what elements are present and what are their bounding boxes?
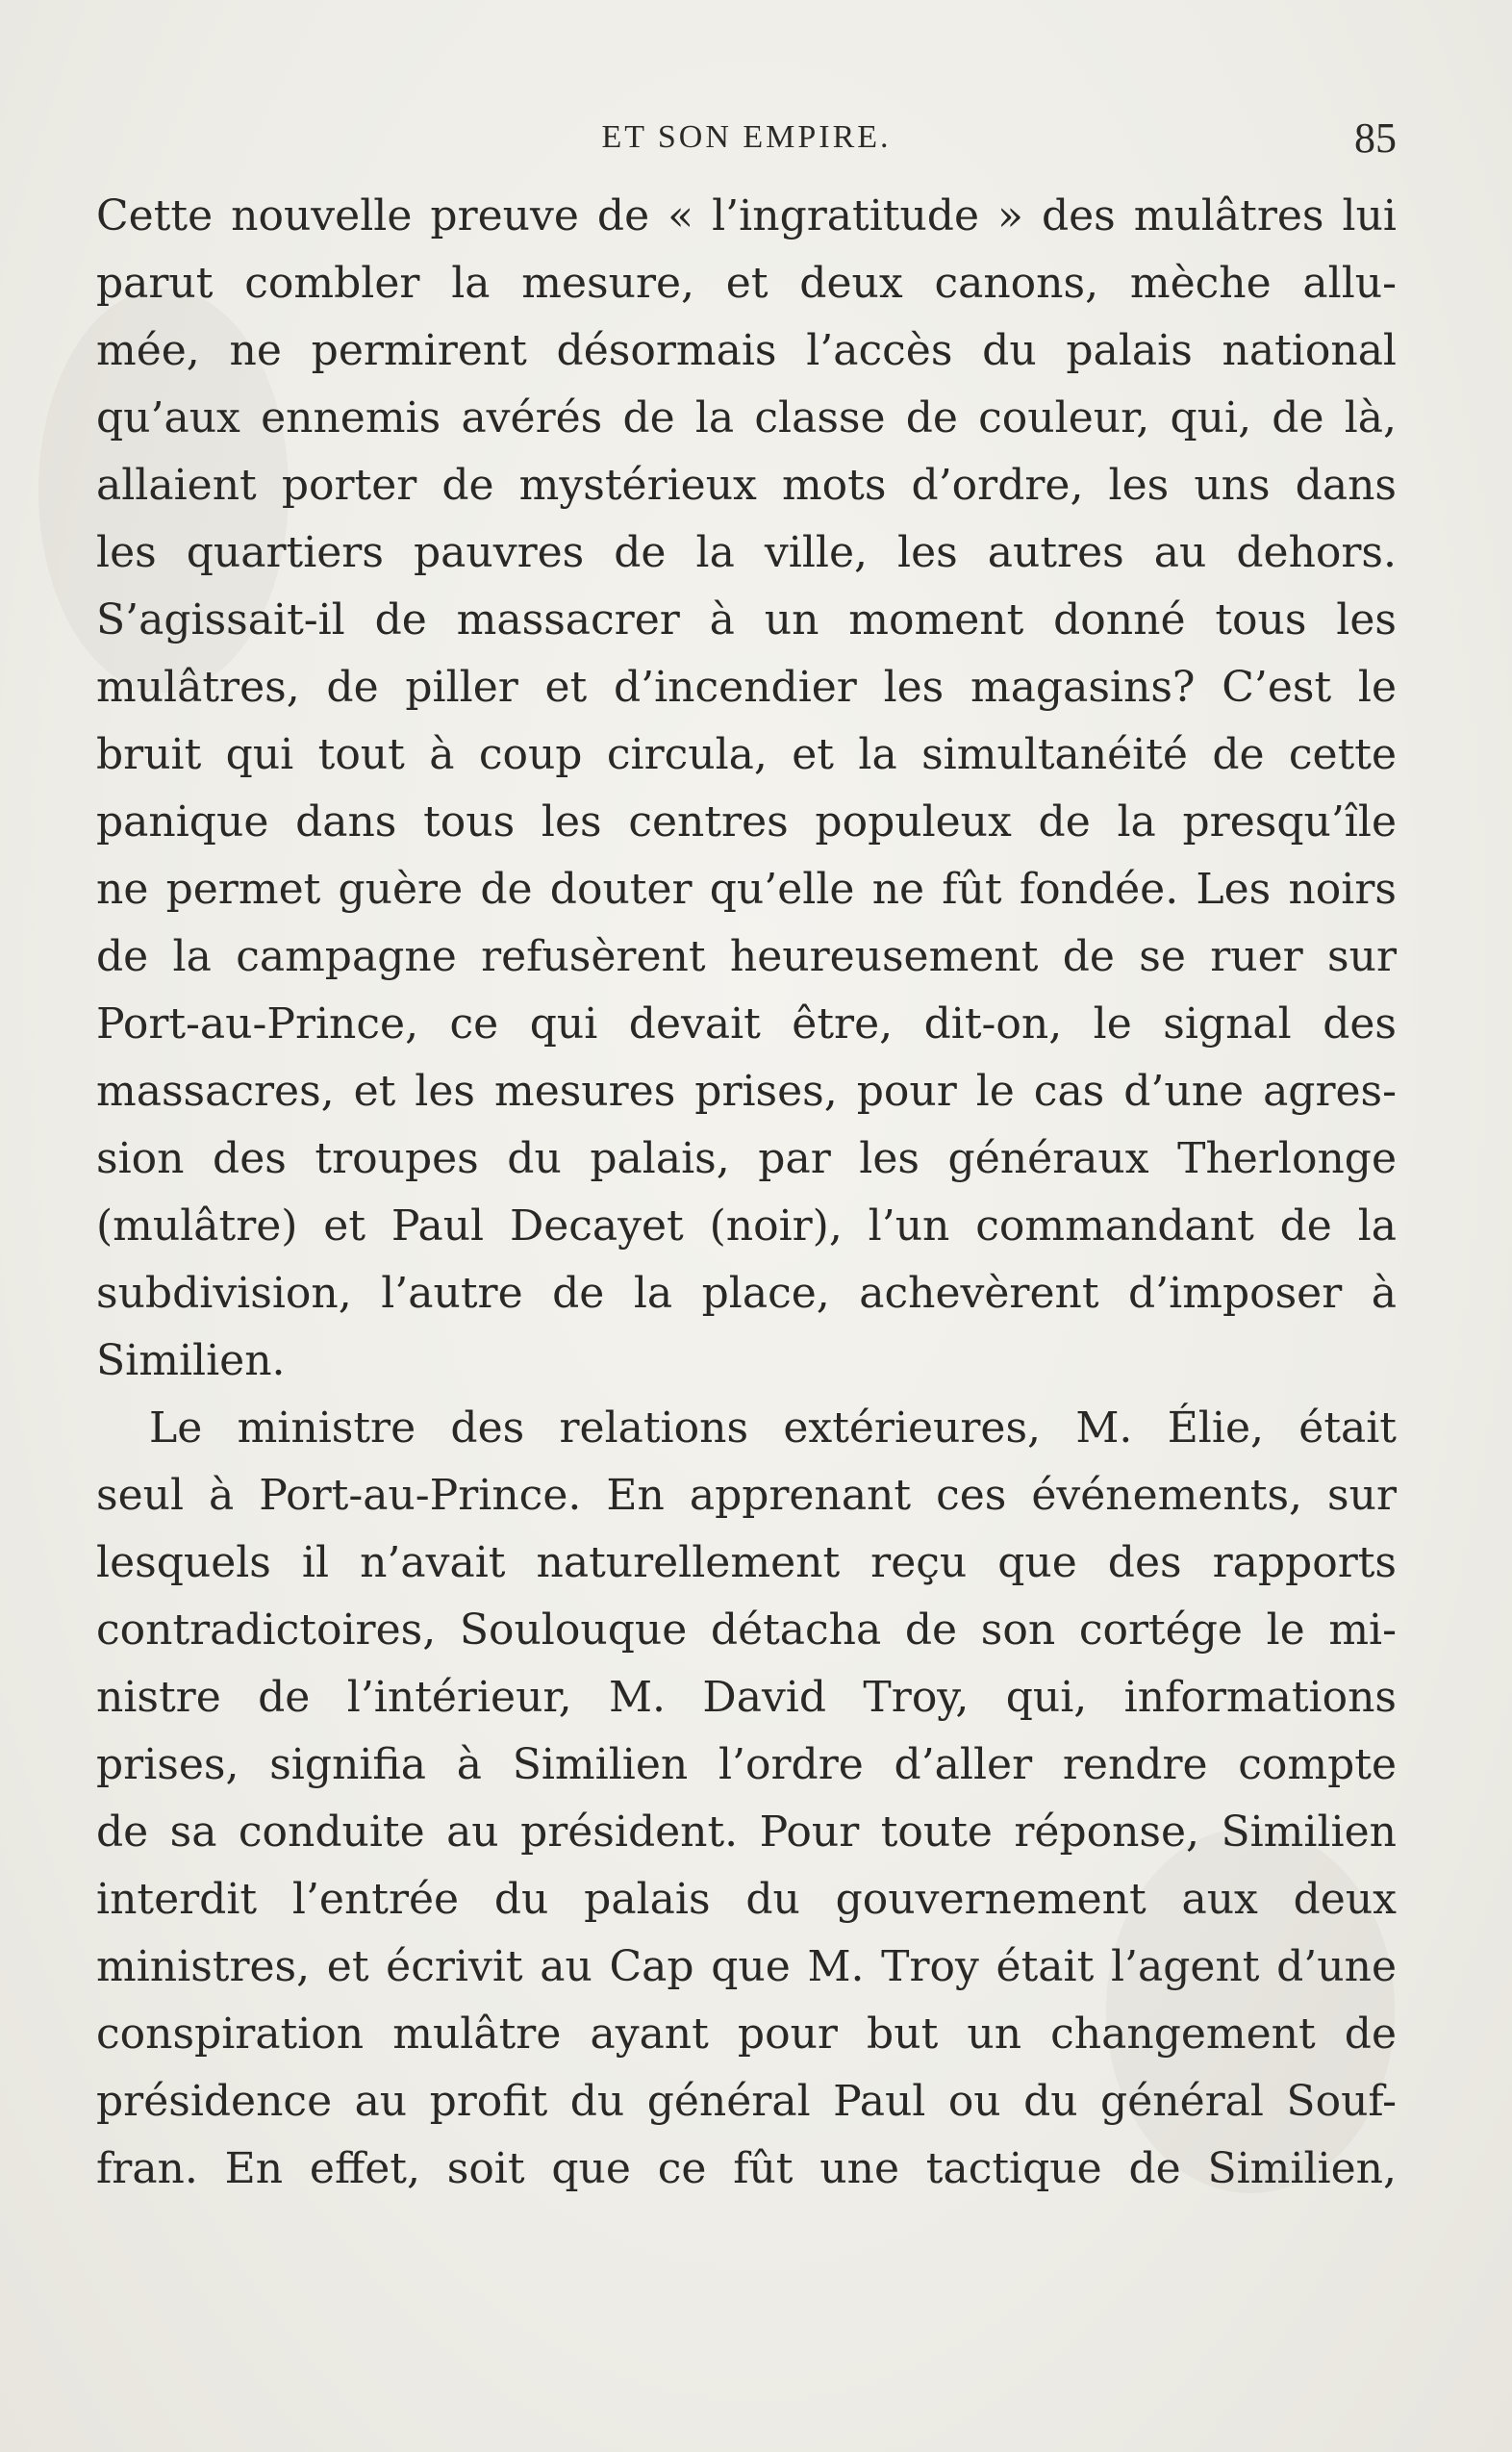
text-line: mulâtres, de piller et d’incendier les magasins? C’est le — [96, 663, 1397, 712]
text-line: Port-au-Prince, ce qui devait être, dit-on, le signal des — [96, 999, 1397, 1049]
page-header — [96, 114, 1397, 171]
text-line: ministres, et écrivit au Cap que M. Troy était l’agent d’une — [96, 1942, 1397, 1991]
text-line: lesquels il n’avait naturellement reçu que des rapports — [96, 1538, 1397, 1587]
paragraph — [96, 1395, 1397, 2203]
text-line: subdivision, l’autre de la place, achevèrent d’imposer à — [96, 1269, 1397, 1318]
text-line: conspiration mulâtre ayant pour but un changement de — [96, 2010, 1397, 2059]
text-line: S’agissait-il de massacrer à un moment donné tous les — [96, 595, 1397, 645]
text-line: Le ministre des relations extérieures, M. Élie, était — [149, 1403, 1397, 1453]
text-line: parut combler la mesure, et deux canons, mèche allu- — [96, 259, 1397, 308]
text-line: Similien. — [96, 1336, 286, 1385]
text-line: de la campagne refusèrent heureusement de se ruer sur — [96, 932, 1397, 981]
text-line: présidence au profit du général Paul ou du général Souf- — [96, 2077, 1397, 2126]
text-line: les quartiers pauvres de la ville, les autres au dehors. — [96, 528, 1397, 577]
text-line: massacres, et les mesures prises, pour le cas d’une agres- — [96, 1067, 1397, 1116]
text-line: mée, ne permirent désormais l’accès du palais national — [96, 326, 1397, 375]
text-line: interdit l’entrée du palais du gouvernement aux deux — [96, 1875, 1397, 1924]
text-line: Cette nouvelle preuve de « l’ingratitude » des mulâtres lui — [96, 191, 1397, 240]
text-line: panique dans tous les centres populeux de la presqu’île — [96, 797, 1397, 847]
text-line: de sa conduite au président. Pour toute réponse, Similien — [96, 1807, 1397, 1857]
text-line: bruit qui tout à coup circula, et la simultanéité de cette — [96, 730, 1397, 779]
text-line: ne permet guère de douter qu’elle ne fût fondée. Les noirs — [96, 865, 1397, 914]
page-number: 85 — [1354, 114, 1397, 162]
running-title: ET SON EMPIRE. — [601, 119, 892, 155]
body-text — [96, 183, 1397, 2203]
text-line: allaient porter de mystérieux mots d’ordre, les uns dans — [96, 461, 1397, 510]
text-line: qu’aux ennemis avérés de la classe de couleur, qui, de là, — [96, 393, 1397, 442]
text-line: (mulâtre) et Paul Decayet (noir), l’un commandant de la — [96, 1201, 1397, 1251]
paragraph — [96, 183, 1397, 1395]
text-line: contradictoires, Soulouque détacha de son cortége le mi- — [96, 1605, 1397, 1655]
text-line: fran. En effet, soit que ce fût une tactique de Similien, — [96, 2144, 1397, 2193]
text-line: sion des troupes du palais, par les généraux Therlonge — [96, 1134, 1397, 1183]
text-line: prises, signifia à Similien l’ordre d’aller rendre compte — [96, 1740, 1397, 1789]
text-line: seul à Port-au-Prince. En apprenant ces événements, sur — [96, 1471, 1397, 1520]
text-line: nistre de l’intérieur, M. David Troy, qui, informations — [96, 1673, 1397, 1722]
